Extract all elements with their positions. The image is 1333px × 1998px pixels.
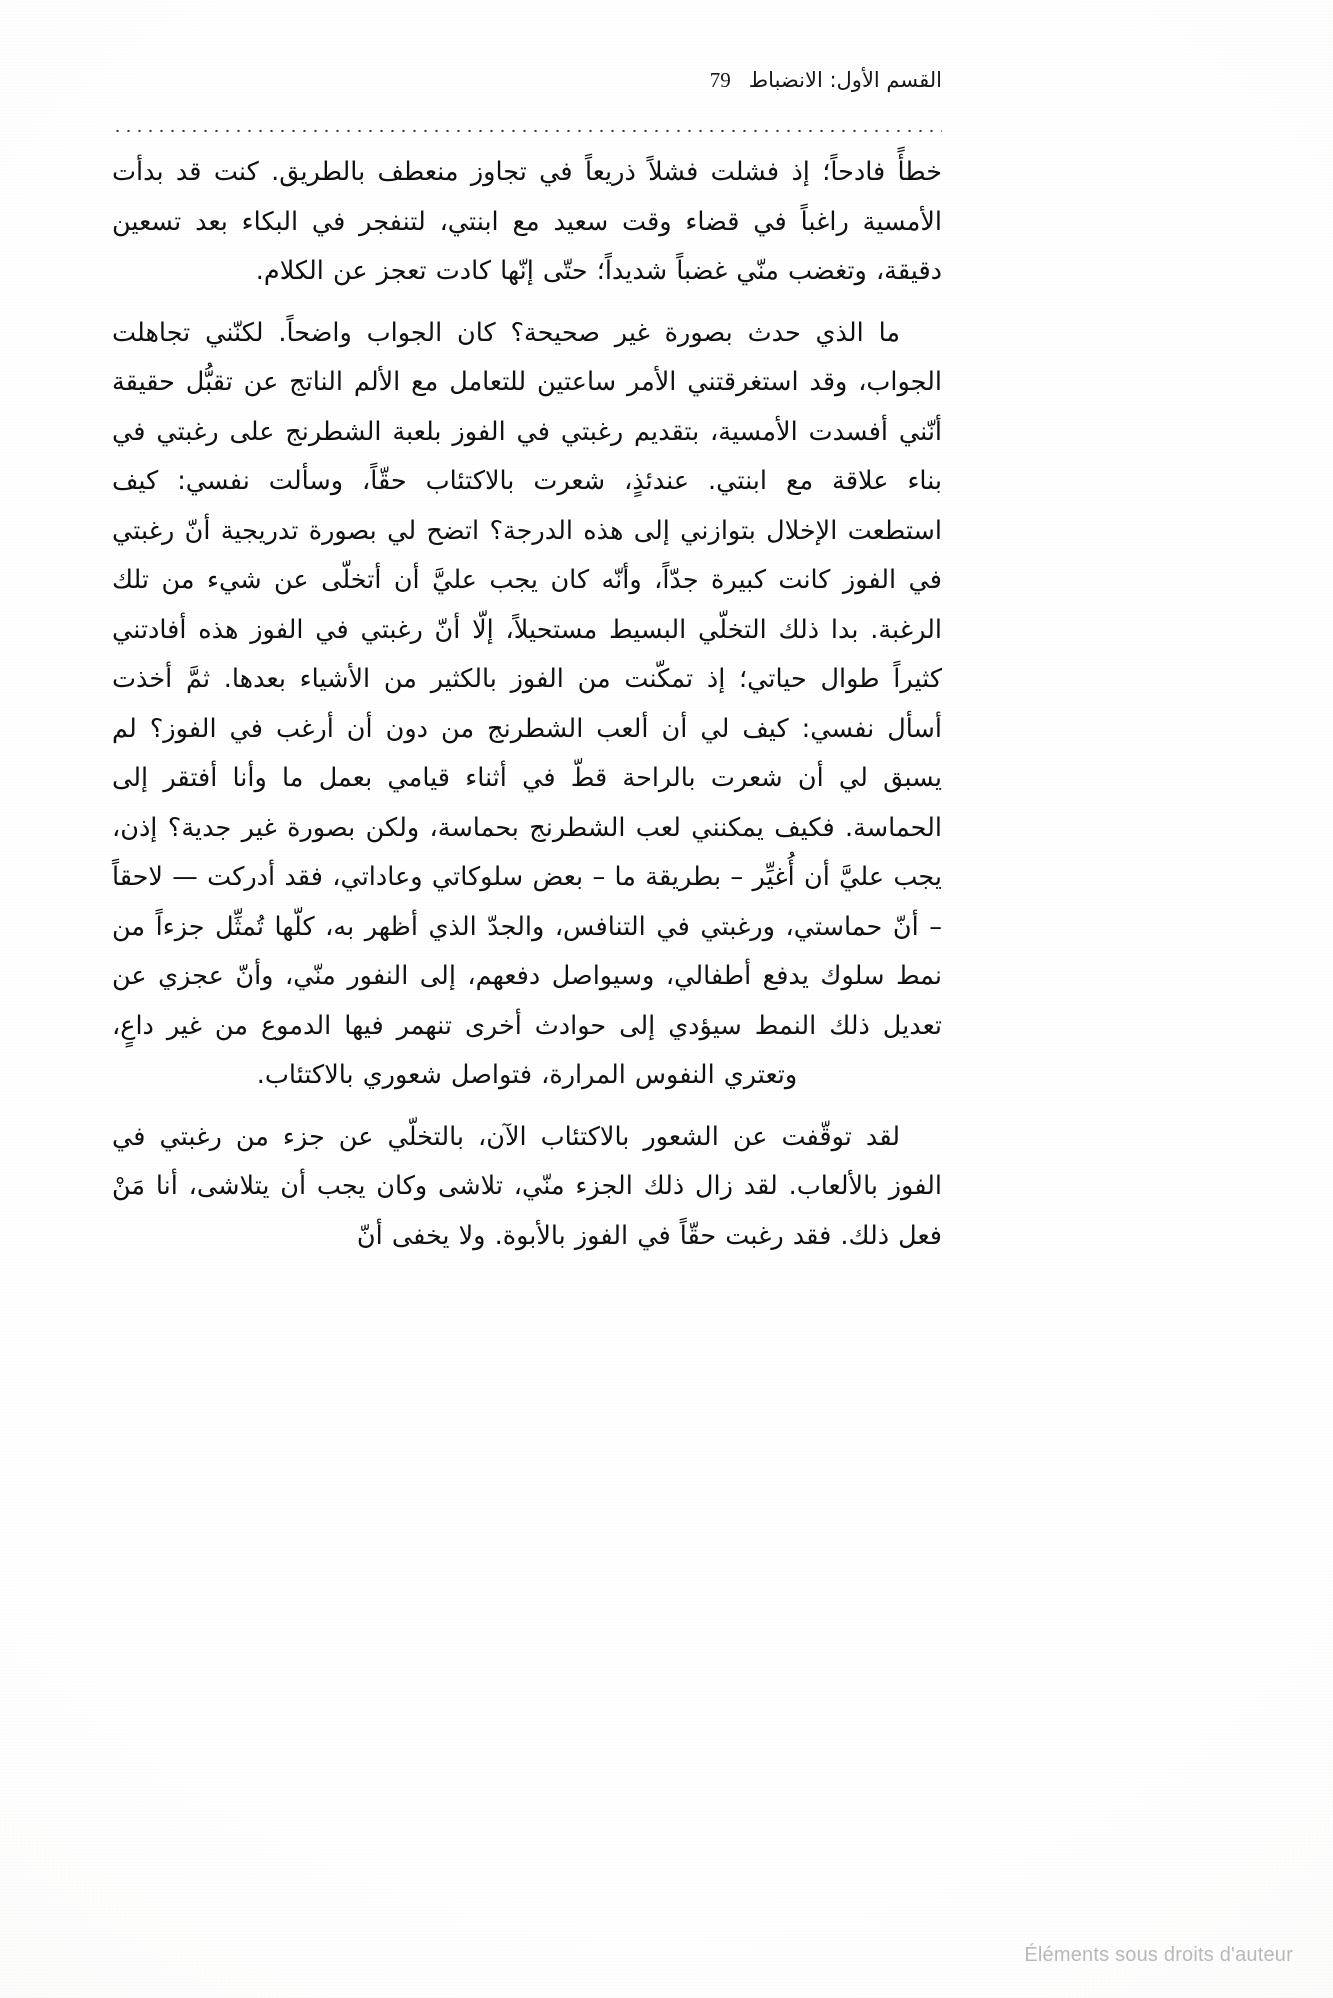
page-number: 79 [709,68,731,92]
header-dotted-rule [112,128,942,132]
body-text-column [112,148,942,1261]
paragraph-3: لقد توقّفت عن الشعور بالاكتئاب الآن، بالتخلّي عن جزء من رغبتي في الفوز بالألعاب. لقد زال ذلك الجزء منّي، تلاشى وكان يجب أن يتلاشى، أنا مَنْ فعل ذلك. فقد رغبت حقّاً في الفوز بالأبوة. ولا يخفى أنّ [112,1121,942,1251]
paragraph-1: خطأً فادحاً؛ إذ فشلت فشلاً ذريعاً في تجاوز منعطف بالطريق. كنت قد بدأت الأمسية راغباً في قضاء وقت سعيد مع ابنتي، لتنفجر في البكاء بعد تسعين دقيقة، وتغضب منّي غضباً شديداً؛ حتّى إنّها كادت تعجز عن الكلام. [112,157,942,286]
paragraph-2: ما الذي حدث بصورة غير صحيحة؟ كان الجواب واضحاً. لكنّني تجاهلت الجواب، وقد استغرقتني الأمر ساعتين للتعامل مع الألم الناتج عن تقبُّل حقيقة أنّني أفسدت الأمسية، بتقديم رغبتي في الفوز بلعبة الشطرنج على رغبتي في بناء علاقة مع ابنتي. عندئذٍ، شعرت بالاكتئاب حقّاً، وسألت نفسي: كيف استطعت الإخلال بتوازني إلى هذه الدرجة؟ اتضح لي بصورة تدريجية أنّ رغبتي في الفوز كانت كبيرة جدّاً، وأنّه كان يجب عليَّ أن أتخلّى عن شيء من تلك الرغبة. بدا ذلك التخلّي البسيط مستحيلاً، إلّا أنّ رغبتي في الفوز هذه أفادتني كثيراً طوال حياتي؛ إذ تمكّنت من الفوز بالكثير من الأشياء بعدها. ثمَّ أخذت أسأل نفسي: كيف لي أن ألعب الشطرنج من دون أن أرغب في الفوز؟ لم يسبق لي أن شعرت بالراحة قطّ في أثناء قيامي بعمل ما وأنا أفتقر إلى الحماسة. فكيف يمكنني لعب الشطرنج بحماسة، ولكن بصورة غير جدية؟ إذن، يجب عليَّ أن أُغيِّر – بطريقة ما – بعض سلوكاتي وعاداتي، فقد أدركت — لاحقاً – أنّ حماستي، ورغبتي في التنافس، والجدّ الذي أظهر به، كلّها تُمثِّل جزءاً من نمط سلوك يدفع أطفالي، وسيواصل دفعهم، إلى النفور منّي، وأنّ عجزي عن تعديل ذلك النمط سيؤدي إلى حوادث أخرى تنهمر فيها الدموع من غير داعٍ، وتعتري النفوس المرارة، فتواصل شعوري بالاكتئاب. [112,317,942,1090]
copyright-watermark: Éléments sous droits d'auteur [1024,1944,1293,1966]
header-section-title: القسم الأول: الانضباط [748,68,942,92]
running-header [112,66,942,100]
